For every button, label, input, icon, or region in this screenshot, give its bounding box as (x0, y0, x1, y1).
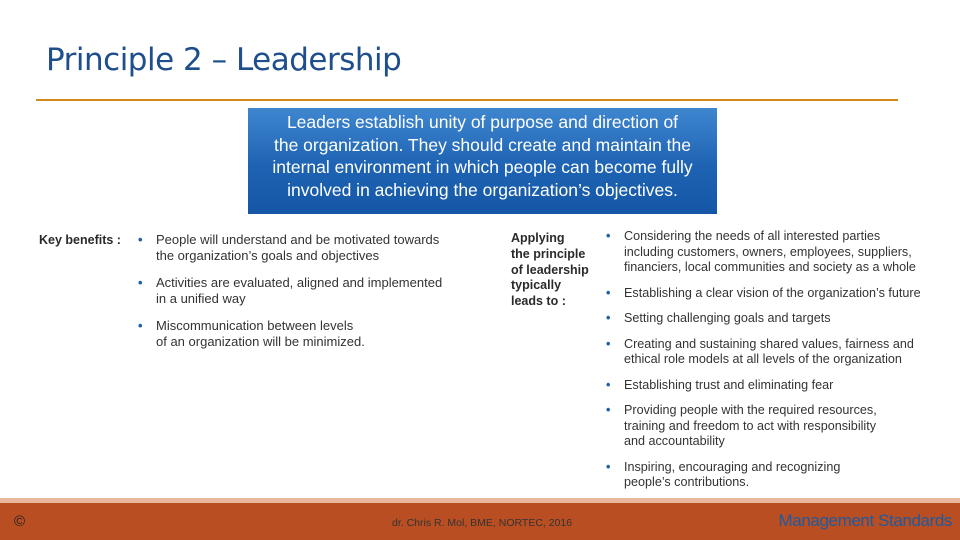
list-item (606, 286, 952, 302)
label-line: of leadership (511, 262, 589, 277)
list-item-line: Activities are evaluated, aligned and implemented (156, 275, 443, 290)
bullet-icon: • (606, 336, 611, 351)
label-line: the principle (511, 246, 586, 261)
statement-line: involved in achieving the organization’s objectives. (287, 179, 678, 200)
statement-line: the organization. They should create and maintain the (273, 134, 692, 155)
list-item-line: of an organization will be minimized. (156, 334, 365, 349)
list-item-line: ethical role models at all levels of the organization (624, 352, 902, 366)
list-item-line: Miscommunication between levels (156, 318, 354, 333)
bullet-icon: • (606, 229, 611, 243)
label-line: typically (511, 278, 562, 293)
list-item-line: People will understand and be motivated towards (156, 232, 440, 247)
list-item-line: the organization’s goals and objectives (156, 248, 380, 263)
list-item (138, 318, 483, 350)
key-benefits-list (138, 232, 483, 361)
list-item (138, 232, 483, 264)
slide-title: Principle 2 – Leadership (46, 42, 402, 78)
list-item-line: Setting challenging goals and targets (624, 311, 831, 325)
list-item-line: in a unified way (156, 291, 246, 306)
list-item-line: Establishing trust and eliminating fear (624, 377, 834, 392)
list-item (606, 229, 952, 276)
bullet-icon: • (606, 403, 611, 417)
label-line: Applying (511, 231, 565, 245)
list-item (606, 378, 952, 394)
list-item (606, 337, 952, 368)
list-item (138, 275, 483, 307)
bullet-icon: • (606, 459, 611, 474)
list-item (606, 311, 952, 327)
applying-principle-list (606, 229, 952, 501)
list-item-line: Creating and sustaining shared values, fairness and (624, 336, 914, 351)
copyright-icon: © (14, 513, 26, 530)
list-item (606, 403, 952, 450)
statement-line: internal environment in which people can become fully (272, 157, 693, 177)
key-benefits-label: Key benefits : (39, 233, 121, 247)
list-item-line: and accountability (624, 434, 725, 448)
footer-author: dr. Chris R. Mol, BME, NORTEC, 2016 (392, 517, 573, 529)
bullet-icon: • (138, 275, 143, 290)
list-item-line: Inspiring, encouraging and recognizing (624, 459, 841, 474)
footer-brand: Management Standards (778, 511, 952, 530)
list-item-line: Establishing a clear vision of the organization’s future (624, 285, 921, 300)
list-item (606, 460, 952, 491)
bullet-icon: • (138, 318, 143, 333)
list-item-line: Providing people with the required resources, (624, 403, 877, 417)
applying-principle-label (511, 231, 599, 310)
list-item-line: Considering the needs of all interested parties (624, 229, 881, 243)
label-line: leads to : (511, 294, 566, 309)
list-item-line: including customers, owners, employees, suppliers, (624, 244, 912, 259)
list-item-line: training and freedom to act with responsibility (624, 418, 877, 433)
bullet-icon: • (606, 285, 611, 300)
bullet-icon: • (138, 232, 143, 247)
statement-line: Leaders establish unity of purpose and direction of (286, 112, 679, 132)
bullet-icon: • (606, 377, 611, 392)
principle-statement-box (248, 108, 717, 214)
list-item-line: people’s contributions. (624, 475, 750, 489)
title-divider (36, 99, 898, 101)
list-item-line: financiers, local communities and society as a whole (624, 260, 916, 274)
bullet-icon: • (606, 311, 611, 325)
